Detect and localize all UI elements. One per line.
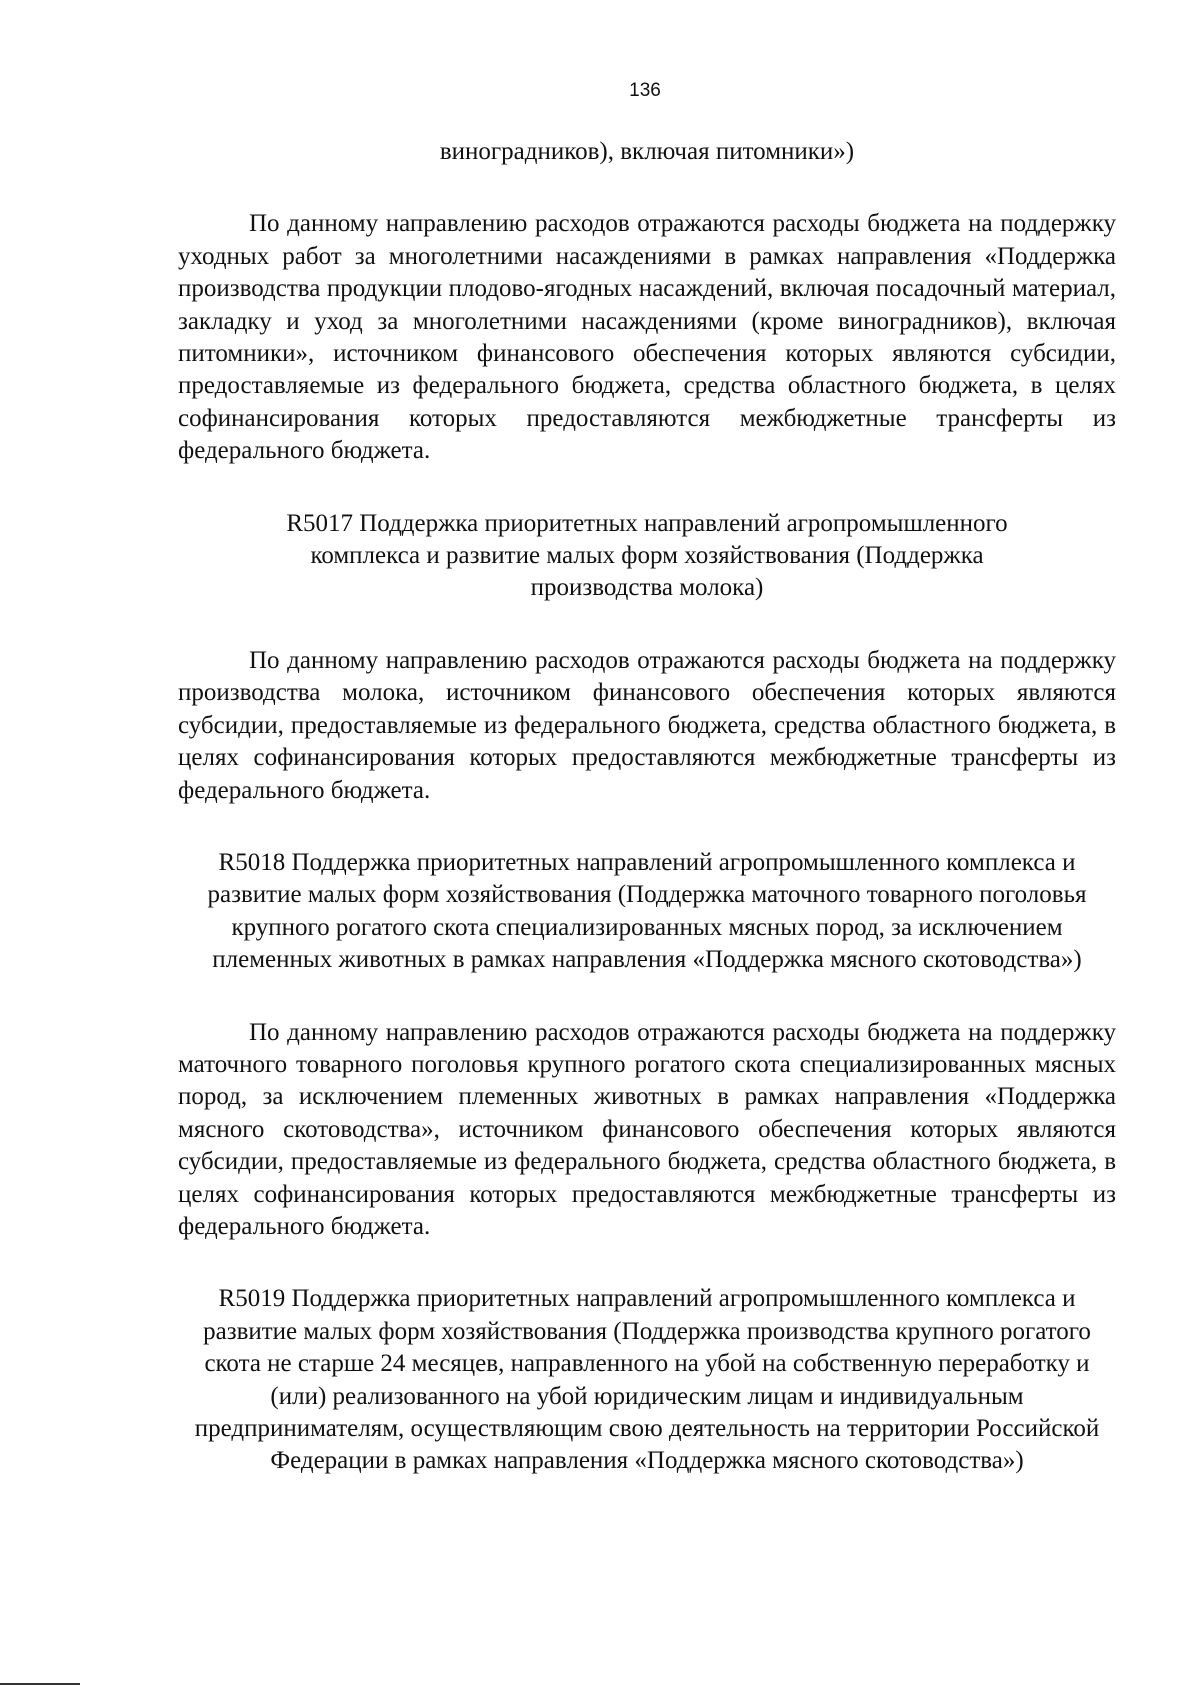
body-paragraph: По данному направлению расходов отражаются расходы бюджета на поддержку маточного товарного поголовья крупного рогатого скота специализированных мясных пород, за исключением племенных животных в рамках направления «Поддержка мясного скотоводства», источником финансового обеспечения которых являются субсидии, предоставляемые из федерального бюджета, средства областного бюджета, в целях софинансирования которых предоставляются межбюджетные трансферты из федерального бюджета. [178, 1018, 1116, 1240]
section-heading-r5019: R5019 Поддержка приоритетных направлений агропромышленного комплекса и развитие малых форм хозяйствования (Поддержка производства крупного рогатого скота не старше 24 месяцев, направленного на убой на собственную переработку и (или) реализованного на убой юридическим лицам и индивидуальным предпринимателям, осуществляющим свою деятельность на территории Российской Федерации в рамках направления «Поддержка мясного скотоводства») [194, 1285, 1100, 1475]
footnote-rule [0, 1683, 80, 1685]
continuation-line: виноградников), включая питомники») [439, 138, 855, 165]
document-body [178, 136, 1116, 1478]
section-heading-r5018: R5018 Поддержка приоритетных направлений агропромышленного комплекса и развитие малых форм хозяйствования (Поддержка маточного товарного поголовья крупного рогатого скота специализированных мясных пород, за исключением племенных животных в рамках направления «Поддержка мясного скотоводства») [207, 848, 1087, 974]
body-paragraph: По данному направлению расходов отражаются расходы бюджета на поддержку уходных работ за многолетними насаждениями в рамках направления «Поддержка производства продукции плодово-ягодных насаждений, включая посадочный материал, закладку и уход за многолетними насаждениями (кроме виноградников), включая питомники», источником финансового обеспечения которых являются субсидии, предоставляемые из федерального бюджета, средства областного бюджета, в целях софинансирования которых предоставляются межбюджетные трансферты из федерального бюджета. [178, 210, 1116, 465]
body-paragraph: По данному направлению расходов отражаются расходы бюджета на поддержку производства молока, источником финансового обеспечения которых являются субсидии, предоставляемые из федерального бюджета, средства областного бюджета, в целях софинансирования которых предоставляются межбюджетные трансферты из федерального бюджета. [178, 646, 1116, 804]
page-number: 136 [629, 80, 661, 101]
section-heading-r5017: R5017 Поддержка приоритетных направлений агропромышленного комплекса и развитие малых форм хозяйствования (Поддержка производства молока) [286, 509, 1008, 602]
